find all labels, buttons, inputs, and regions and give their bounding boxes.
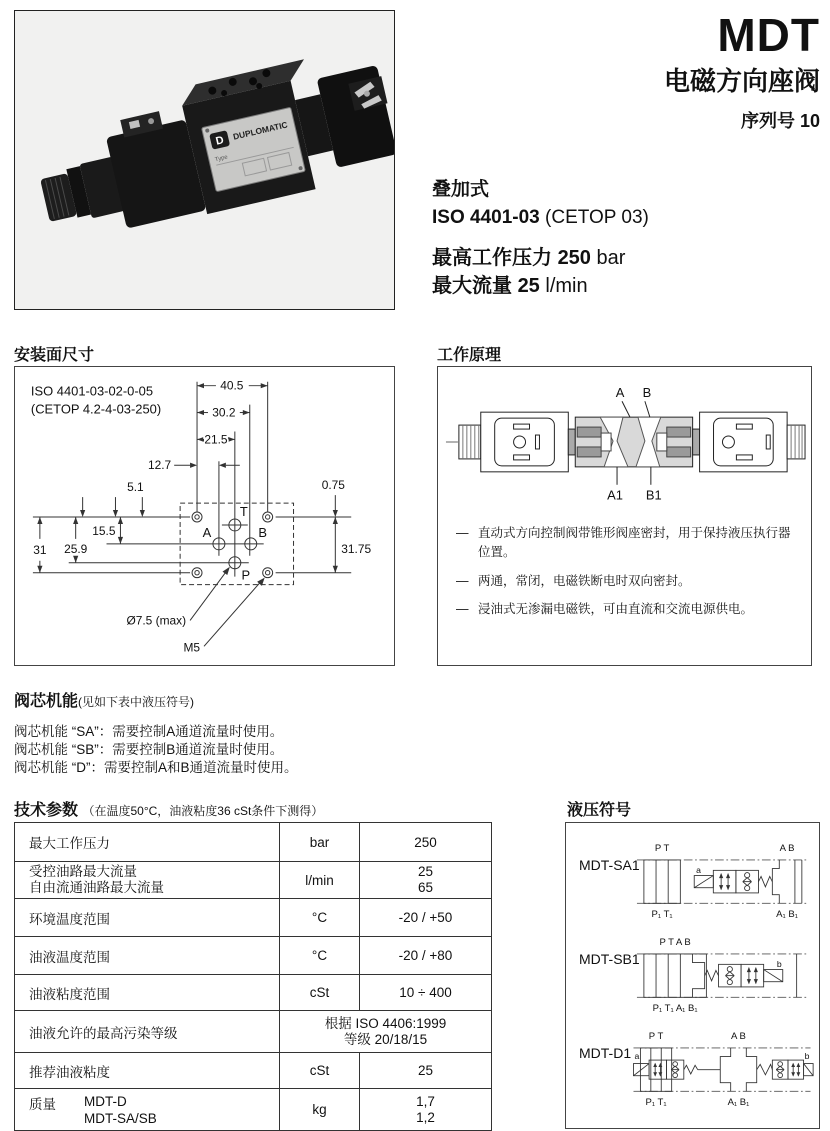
symbol-sb1-diagram xyxy=(630,933,814,1020)
contamination-line2: 等级 20/18/15 xyxy=(343,1031,428,1047)
spool-section xyxy=(14,688,298,777)
symbol-d1-diagram xyxy=(630,1027,814,1114)
specs-note: （在温度50°C，油液粘度36 cSt条件下测得） xyxy=(82,804,324,818)
dim-21-5: 21.5 xyxy=(204,432,228,447)
sa1-lines xyxy=(644,860,802,903)
spool-line-d: 阀芯机能 “D”：需要控制A和B通道流量时使用。 xyxy=(14,760,298,775)
valve-photo-illustration xyxy=(15,11,394,309)
spec-unit: kg xyxy=(280,1089,360,1131)
port-p-label: P xyxy=(241,567,251,583)
spec-unit: °C xyxy=(280,937,360,975)
sb1-top: P T A B xyxy=(659,937,691,949)
label-b: B xyxy=(642,385,652,401)
d1-top-right: A B xyxy=(731,1031,746,1043)
mass-variant-2: MDT-SA/SB xyxy=(84,1110,157,1126)
iso-standard: ISO 4401-03 xyxy=(432,207,540,228)
mounting-drawing-box xyxy=(14,366,395,666)
spec-label: 推荐油液粘度 xyxy=(15,1053,280,1089)
spec-label: 油液温度范围 xyxy=(15,937,280,975)
bullet-dash: — xyxy=(456,573,469,588)
bullet-text: 两通，常闭，电磁铁断电时双向密封。 xyxy=(478,573,691,588)
spec-label: 油液允许的最高污染等级 xyxy=(15,1011,280,1053)
label-a: A xyxy=(615,385,625,401)
sa1-top-left: P T xyxy=(654,843,670,855)
brand-name: DUPLOMATIC xyxy=(232,119,289,142)
sb1-solenoid-label: b xyxy=(776,958,782,969)
table-row xyxy=(15,1011,492,1053)
table-row xyxy=(15,862,492,899)
table-row xyxy=(15,1089,492,1131)
max-pressure-value: 250 xyxy=(557,247,591,269)
dim-31-75: 31.75 xyxy=(341,541,372,556)
symbol-sa1-name: MDT-SA1 xyxy=(579,857,640,873)
spec-value xyxy=(360,862,492,899)
spec-label: 环境温度范围 xyxy=(15,899,280,937)
max-flow-line xyxy=(432,272,649,300)
bullet-text: 直动式方向控制阀带锥形阀座密封，用于保持液压执行器位置。 xyxy=(478,526,791,560)
mass-label: 质量 xyxy=(29,1096,56,1112)
spec-label-line1: 受控油路最大流量 xyxy=(29,864,137,879)
series-number: 序列号 10 xyxy=(740,111,820,131)
table-row xyxy=(15,975,492,1011)
max-flow-value: 25 xyxy=(517,275,540,297)
dim-30-2: 30.2 xyxy=(212,405,236,420)
dim-31: 31 xyxy=(33,542,47,557)
spec-value-line2: 65 xyxy=(417,880,434,895)
table-row xyxy=(15,899,492,937)
port-a-label: A xyxy=(202,524,212,540)
page-title: MDT xyxy=(717,9,820,61)
max-flow-unit: l/min xyxy=(545,275,588,297)
spool-heading: 阀芯机能 xyxy=(14,693,79,710)
iso-code-line1: ISO 4401-03-02-0-05 xyxy=(30,383,154,399)
spec-value: -20 / +80 xyxy=(360,937,492,975)
max-pressure-line xyxy=(432,244,649,272)
page-subtitle: 电磁方向座阀 xyxy=(663,66,820,96)
spec-value: 250 xyxy=(360,823,492,862)
spec-value: 25 xyxy=(360,1053,492,1089)
thread-callout: M5 xyxy=(183,640,201,655)
dim-15-5: 15.5 xyxy=(92,523,116,538)
spec-unit: l/min xyxy=(280,862,360,899)
iso-code-line2: (CETOP 4.2-4-03-250) xyxy=(30,401,162,417)
dim-12-7: 12.7 xyxy=(147,458,172,473)
principle-box xyxy=(437,366,812,666)
label-a1: A1 xyxy=(607,487,623,503)
bullet-item xyxy=(456,600,795,619)
sa1-bottom-left: P₁ T₁ xyxy=(651,909,673,921)
table-row xyxy=(15,937,492,975)
symbol-sb1-name: MDT-SB1 xyxy=(579,951,640,967)
d1-bottom-right: A₁ B₁ xyxy=(727,1097,750,1109)
contamination-line1: 根据 ISO 4406:1999 xyxy=(324,1015,447,1031)
principle-heading: 工作原理 xyxy=(437,347,502,364)
spec-value: -20 / +50 xyxy=(360,899,492,937)
d1-solenoid-a-label: a xyxy=(634,1051,640,1062)
rails xyxy=(637,860,807,903)
specs-heading: 技术参数 xyxy=(14,802,79,819)
dim-5-1: 5.1 xyxy=(127,480,144,495)
title-block xyxy=(663,9,820,133)
spool-line-sb: 阀芯机能 “SB”：需要控制B通道流量时使用。 xyxy=(14,742,284,757)
d1-bottom-left: P₁ T₁ xyxy=(645,1097,667,1109)
stack-type: 叠加式 xyxy=(432,179,490,200)
port-b-label: B xyxy=(258,524,268,540)
port-t-label: T xyxy=(239,504,248,519)
max-pressure-label: 最高工作压力 xyxy=(432,247,552,269)
valve-body-section xyxy=(575,417,692,467)
dimension-lines xyxy=(30,382,351,647)
spec-unit: cSt xyxy=(280,975,360,1011)
sa1-labels xyxy=(652,843,798,920)
dim-40-5: 40.5 xyxy=(220,378,244,393)
max-pressure-unit: bar xyxy=(596,247,626,269)
label-b1: B1 xyxy=(645,487,662,503)
mass-value-2: 1,2 xyxy=(416,1109,435,1125)
symbols-heading: 液压符号 xyxy=(567,802,632,819)
sa1-top-right: A B xyxy=(779,843,795,855)
sa1-bottom-right: A₁ B₁ xyxy=(776,909,798,921)
sb1-labels xyxy=(653,937,782,1014)
symbol-d1-name: MDT-D1 xyxy=(579,1045,632,1061)
spec-unit: °C xyxy=(280,899,360,937)
principle-diagram xyxy=(438,367,811,517)
intro-specs xyxy=(432,176,649,300)
spec-label xyxy=(15,1089,280,1131)
mass-variant-1: MDT-D xyxy=(84,1093,127,1109)
right-solenoid xyxy=(693,412,805,472)
product-photo xyxy=(14,10,395,310)
bullet-item xyxy=(456,572,795,591)
spec-value: 10 ÷ 400 xyxy=(360,975,492,1011)
mounting-drawing xyxy=(15,367,394,665)
spec-merged-value xyxy=(280,1011,492,1053)
spool-heading-note: (见如下表中液压符号) xyxy=(78,695,195,709)
spec-label: 油液粘度范围 xyxy=(15,975,280,1011)
spec-label: 最大工作压力 xyxy=(15,823,280,862)
iso-standard-line xyxy=(432,204,649,232)
spec-value xyxy=(360,1089,492,1131)
spec-label-line2: 自由流通油路最大流量 xyxy=(29,880,164,895)
mass-variants xyxy=(84,1093,157,1127)
dim-25-9: 25.9 xyxy=(64,541,88,556)
drawing-labels xyxy=(31,379,372,655)
bullet-item xyxy=(456,524,795,563)
sa1-solenoid-label: a xyxy=(696,864,701,875)
spec-unit: cSt xyxy=(280,1053,360,1089)
table-row xyxy=(15,1053,492,1089)
mass-value-1: 1,7 xyxy=(416,1093,435,1109)
mounting-heading: 安装面尺寸 xyxy=(14,347,95,364)
sb1-lines xyxy=(644,954,797,997)
spool-lines xyxy=(14,723,298,777)
specs-heading-line xyxy=(14,797,323,820)
brand-logo-letter: D xyxy=(214,134,226,148)
spec-value-line1: 25 xyxy=(417,864,434,879)
left-solenoid xyxy=(459,412,575,472)
bullet-text: 浸油式无渗漏电磁铁，可由直流和交流电源供电。 xyxy=(478,602,754,617)
hole-callout: Ø7.5 (max) xyxy=(126,613,187,628)
dim-0-75: 0.75 xyxy=(321,478,345,493)
symbols-box xyxy=(565,822,820,1129)
plate-type-label: Type xyxy=(214,154,229,164)
max-flow-label: 最大流量 xyxy=(432,275,512,297)
specs-table xyxy=(14,822,492,1131)
d1-top-left: P T xyxy=(648,1031,664,1043)
cetop-standard: (CETOP 03) xyxy=(539,207,649,228)
sb1-bottom: P₁ T₁ A₁ B₁ xyxy=(652,1003,698,1015)
spec-label xyxy=(15,862,280,899)
spool-heading-line xyxy=(14,688,298,711)
principle-bullets xyxy=(438,522,811,620)
bullet-dash: — xyxy=(456,526,469,540)
symbol-sa1-diagram xyxy=(630,839,814,926)
d1-lines xyxy=(633,1048,813,1091)
spec-unit: bar xyxy=(280,823,360,862)
d1-solenoid-b-label: b xyxy=(804,1051,810,1062)
table-row xyxy=(15,823,492,862)
bullet-dash: — xyxy=(456,602,469,617)
spool-line-sa: 阀芯机能 “SA”：需要控制A通道流量时使用。 xyxy=(14,724,284,739)
